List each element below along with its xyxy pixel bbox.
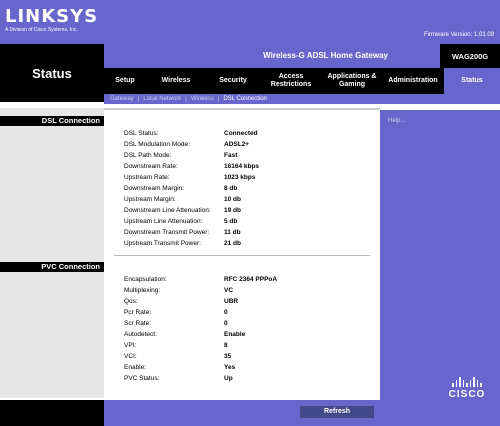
- cisco-bars-icon: [440, 377, 494, 387]
- field-label: Downstream Line Attenuation:: [124, 207, 211, 214]
- field-value: 1023 kbps: [224, 174, 256, 181]
- field-label: DSL Status:: [124, 130, 159, 137]
- tab-security[interactable]: Security: [219, 77, 247, 84]
- cisco-logo: [440, 377, 494, 400]
- help-panel: [380, 110, 500, 400]
- field-value: 16164 kbps: [224, 163, 260, 170]
- product-name: Wireless-G ADSL Home Gateway: [263, 51, 388, 60]
- field-value: 5 db: [224, 218, 238, 225]
- subnav-separator: |: [137, 96, 140, 102]
- model-name: WAG200G: [440, 44, 500, 68]
- field-value: RFC 2364 PPPoA: [224, 276, 278, 283]
- tab-setup[interactable]: Setup: [115, 77, 135, 84]
- firmware-version: Firmware Version: 1.01.09: [423, 32, 494, 38]
- field-label: Downstream Margin:: [124, 185, 184, 192]
- field-value: VC: [224, 287, 234, 294]
- logo-subtitle: A Division of Cisco Systems, Inc.: [5, 27, 78, 33]
- field-label: DSL Modulation Mode:: [124, 141, 190, 148]
- field-value: 0: [224, 309, 228, 316]
- logo-wordmark: LINKSYS: [5, 6, 99, 27]
- field-value: 0: [224, 320, 228, 327]
- field-label: VCI:: [124, 353, 137, 360]
- section-divider: [114, 255, 370, 256]
- tab-status[interactable]: Status: [444, 68, 500, 94]
- field-value: Up: [224, 375, 233, 382]
- footer-left: [0, 400, 104, 426]
- field-value: Connected: [224, 130, 258, 137]
- subnav-separator: |: [217, 96, 220, 102]
- field-label: Upstream Line Attenuation:: [124, 218, 203, 225]
- refresh-button[interactable]: Refresh: [300, 406, 374, 418]
- field-label: Multiplexing:: [124, 287, 161, 294]
- tab-administration[interactable]: Administration: [388, 77, 438, 84]
- field-label: Scr Rate:: [124, 320, 152, 327]
- field-value: 10 db: [224, 196, 241, 203]
- field-label: Upstream Rate:: [124, 174, 170, 181]
- field-value: Fast: [224, 152, 238, 159]
- field-label: Upstream Transmit Power:: [124, 240, 201, 247]
- field-label: DSL Path Mode:: [124, 152, 172, 159]
- field-value: 8: [224, 342, 228, 349]
- page-title: Status: [0, 44, 104, 102]
- field-label: Encapsulation:: [124, 276, 167, 283]
- field-value: 35: [224, 353, 232, 360]
- field-label: Downstream Transmit Power:: [124, 229, 210, 236]
- field-value: 11 db: [224, 229, 241, 236]
- section-label-dsl-connection: DSL Connection: [0, 116, 104, 126]
- field-value: UBR: [224, 298, 239, 305]
- field-label: Autodetect:: [124, 331, 157, 338]
- left-panel: [0, 108, 104, 398]
- section-label-pvc-connection: PVC Connection: [0, 262, 104, 272]
- field-label: PVC Status:: [124, 375, 160, 382]
- footer-right: [380, 400, 500, 426]
- subnav-wireless[interactable]: Wireless: [190, 96, 214, 102]
- subnav-dsl-connection[interactable]: DSL Connection: [223, 96, 267, 102]
- field-value: 8 db: [224, 185, 238, 192]
- field-value: 19 db: [224, 207, 241, 214]
- subnav-gateway[interactable]: Gateway: [110, 96, 134, 102]
- help-link[interactable]: Help...: [388, 118, 406, 124]
- cisco-wordmark: CISCO: [448, 389, 486, 400]
- field-value: 21 db: [224, 240, 241, 247]
- field-value: Yes: [224, 364, 236, 371]
- field-label: Qos:: [124, 298, 138, 305]
- field-label: Upstream Margin:: [124, 196, 176, 203]
- field-value: ADSL2+: [224, 141, 250, 148]
- linksys-logo: [5, 8, 98, 33]
- field-label: Enable:: [124, 364, 147, 371]
- field-label: Downstream Rate:: [124, 163, 178, 170]
- tab-access-restrictions[interactable]: Access Restrictions: [270, 73, 312, 88]
- subnav-separator: |: [185, 96, 187, 102]
- tab-wireless[interactable]: Wireless: [161, 77, 191, 84]
- field-value: Enable: [224, 331, 246, 338]
- main-content: [104, 110, 380, 400]
- field-label: VPI:: [124, 342, 137, 349]
- sub-navigation: [104, 94, 500, 104]
- field-label: Pcr Rate:: [124, 309, 152, 316]
- subnav-local-network[interactable]: Local Network: [143, 96, 182, 102]
- tab-applications-gaming[interactable]: Applications & Gaming: [327, 73, 377, 88]
